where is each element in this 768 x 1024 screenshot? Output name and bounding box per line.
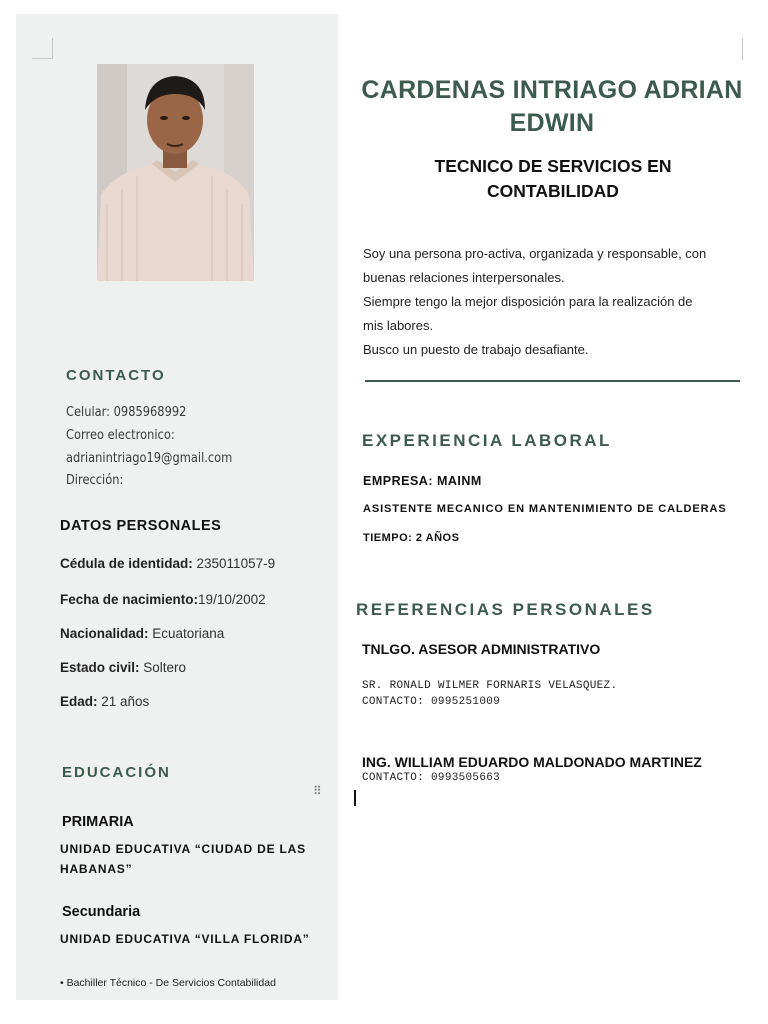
education-heading: EDUCACIÓN (62, 764, 171, 781)
page-corner-mark-right (742, 38, 745, 60)
reference-2-name: ING. WILLIAM EDUARDO MALDONADO MARTINEZ (362, 754, 702, 770)
profile-line: mis labores. (363, 318, 434, 333)
personal-row-id (60, 556, 275, 571)
contact-cellphone: Celular: 0985968992 (66, 405, 187, 420)
divider (365, 380, 740, 382)
experience-company: EMPRESA: MAINM (363, 474, 482, 488)
education-primary-level: PRIMARIA (62, 814, 134, 830)
personal-row-civil-status (60, 660, 186, 675)
reference-1-contact: CONTACTO: 0995251009 (362, 696, 501, 708)
personal-row-nationality (60, 626, 224, 641)
personal-label: Estado civil: (60, 660, 140, 675)
reference-1-name: SR. RONALD WILMER FORNARIS VELASQUEZ. (362, 680, 618, 692)
references-heading: REFERENCIAS PERSONALES (356, 600, 655, 619)
contact-heading: CONTACTO (66, 367, 166, 384)
profile-photo (97, 64, 254, 281)
drag-handle-icon[interactable]: ⠿ (313, 784, 322, 798)
personal-value: 235011057-9 (192, 556, 276, 571)
personal-row-age (60, 694, 149, 709)
personal-row-birthdate (60, 592, 266, 607)
reference-2-contact: CONTACTO: 0993505663 (362, 772, 501, 784)
experience-position: ASISTENTE MECANICO EN MANTENIMIENTO DE CALDERAS (363, 503, 727, 515)
personal-label: Edad: (60, 694, 98, 709)
profile-line: Siempre tengo la mejor disposición para la realización de (363, 294, 693, 309)
candidate-name: CARDENAS INTRIAGO ADRIAN EDWIN (361, 76, 743, 137)
education-secondary-level: Secundaria (62, 904, 141, 920)
personal-data-heading: DATOS PERSONALES (60, 518, 222, 534)
contact-email[interactable]: adrianintriago19@gmail.com (66, 451, 233, 466)
personal-value: Soltero (139, 660, 187, 675)
personal-label: Nacionalidad: (60, 626, 149, 641)
page-corner-mark-left (32, 38, 53, 59)
personal-value: 19/10/2002 (198, 592, 266, 607)
personal-value: Ecuatoriana (148, 626, 225, 641)
profile-line: buenas relaciones interpersonales. (363, 270, 565, 285)
personal-label: Cédula de identidad: (60, 556, 193, 571)
education-secondary-note: • Bachiller Técnico - De Servicios Contabilidad (60, 977, 276, 989)
text-cursor (354, 790, 356, 806)
personal-value: 21 años (97, 694, 150, 709)
job-title: TECNICO DE SERVICIOS EN CONTABILIDAD (434, 156, 672, 201)
education-primary-school: UNIDAD EDUCATIVA “CIUDAD DE LAS HABANAS” (60, 842, 306, 876)
experience-heading: EXPERIENCIA LABORAL (362, 431, 612, 450)
education-secondary-school: UNIDAD EDUCATIVA “VILLA FLORIDA” (60, 932, 310, 946)
reference-1-title: TNLGO. ASESOR ADMINISTRATIVO (362, 641, 601, 657)
experience-duration: TIEMPO: 2 AÑOS (363, 532, 460, 544)
contact-address: Dirección: (66, 473, 124, 488)
profile-line: Soy una persona pro-activa, organizada y responsable, con (363, 246, 707, 261)
profile-summary (363, 242, 743, 362)
personal-label: Fecha de nacimiento: (60, 592, 199, 607)
contact-email-label: Correo electronico: (66, 428, 175, 443)
profile-line: Busco un puesto de trabajo desafiante. (363, 342, 589, 357)
